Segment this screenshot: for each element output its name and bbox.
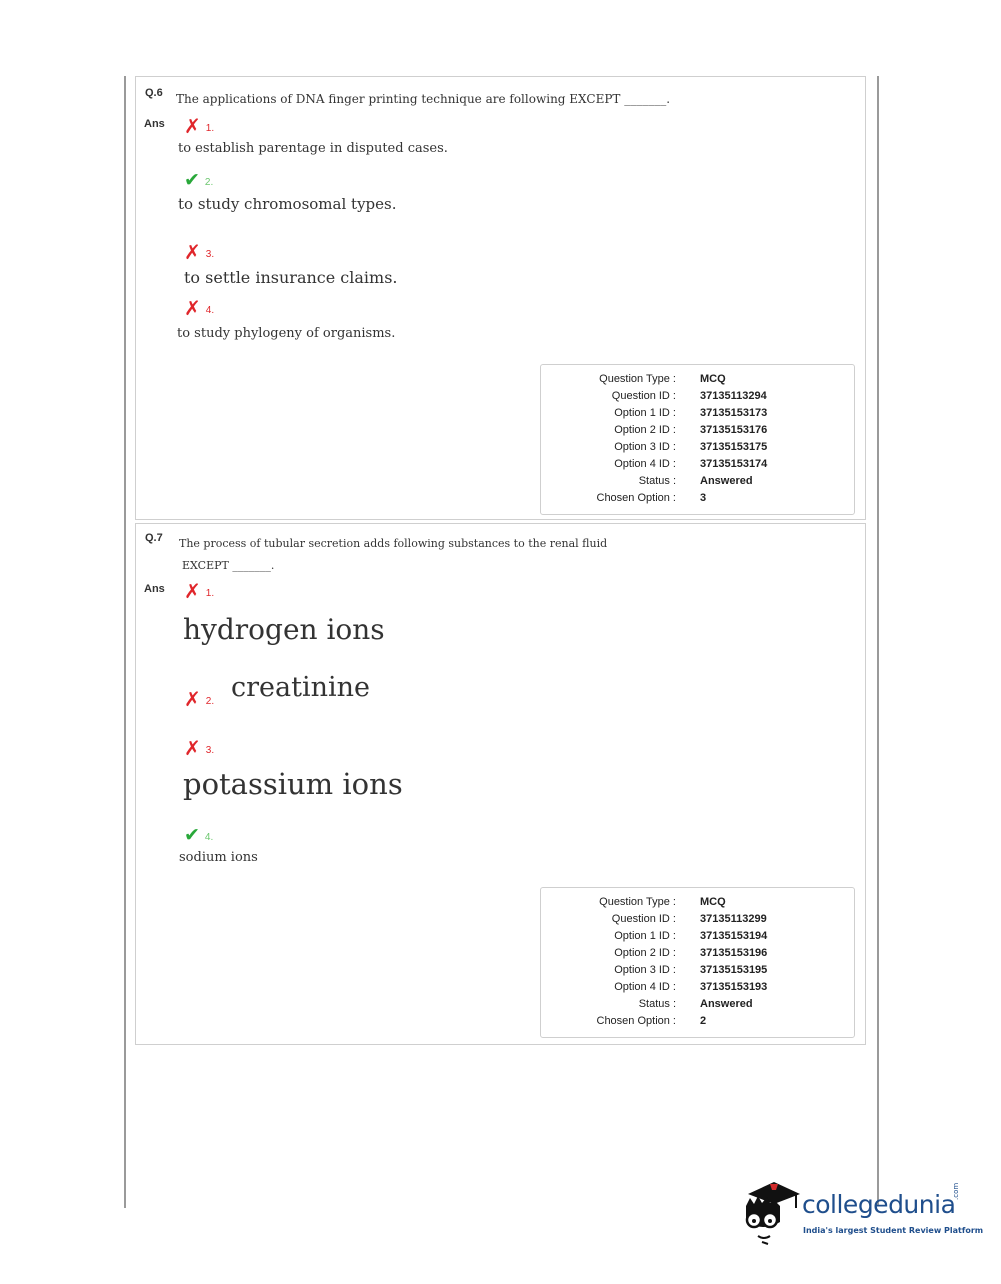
option-3-mark xyxy=(184,240,215,264)
answer-label: Ans xyxy=(144,118,165,130)
check-mark-icon: ✔ xyxy=(184,824,200,846)
option-3-mark xyxy=(184,736,215,760)
option-text: sodium ions xyxy=(179,850,258,865)
info-value: 37135153176 xyxy=(700,424,768,436)
check-mark-icon: ✔ xyxy=(184,169,200,191)
option-number: 3. xyxy=(205,249,215,260)
info-value: 37135153173 xyxy=(700,407,768,419)
option-number: 2. xyxy=(205,696,215,707)
info-value: Answered xyxy=(700,475,753,487)
info-label: Chosen Option : xyxy=(596,492,676,504)
question-text: The process of tubular secretion adds following substances to the renal fluid xyxy=(179,537,608,550)
option-text: potassium ions xyxy=(183,767,403,801)
option-number: 1. xyxy=(205,588,215,599)
option-4-mark xyxy=(184,826,213,844)
cross-mark-icon: ✗ xyxy=(184,240,201,264)
question-info-panel-q6 xyxy=(540,364,855,515)
info-label: Option 2 ID : xyxy=(614,947,676,959)
info-value: Answered xyxy=(700,998,753,1010)
option-2-mark xyxy=(184,171,213,189)
question-text: The applications of DNA finger printing technique are following EXCEPT _______. xyxy=(176,92,671,106)
info-value: 37135153194 xyxy=(700,930,768,942)
info-label: Status : xyxy=(638,475,676,487)
page-right-border xyxy=(877,76,879,1206)
option-number: 3. xyxy=(205,745,215,756)
cross-mark-icon: ✗ xyxy=(184,579,201,603)
collegedunia-logo xyxy=(740,1176,984,1246)
info-value: 37135153175 xyxy=(700,441,768,453)
question-text: EXCEPT _______. xyxy=(182,559,275,572)
info-value: MCQ xyxy=(700,373,726,385)
option-number: 4. xyxy=(205,305,215,316)
info-label: Option 3 ID : xyxy=(614,964,676,976)
info-label: Question Type : xyxy=(599,896,676,908)
option-number: 4. xyxy=(204,832,214,843)
question-info-panel-q7 xyxy=(540,887,855,1038)
option-text: to study phylogeny of organisms. xyxy=(177,326,396,341)
cross-mark-icon: ✗ xyxy=(184,736,201,760)
info-label: Option 3 ID : xyxy=(614,441,676,453)
info-label: Question ID : xyxy=(611,390,676,402)
info-label: Question Type : xyxy=(599,373,676,385)
info-label: Option 4 ID : xyxy=(614,981,676,993)
option-text: to settle insurance claims. xyxy=(184,268,398,287)
info-label: Option 1 ID : xyxy=(614,930,676,942)
info-label: Status : xyxy=(638,998,676,1010)
option-text: to study chromosomal types. xyxy=(178,195,397,213)
option-4-mark xyxy=(184,296,215,320)
option-1-mark xyxy=(184,579,215,603)
info-value: MCQ xyxy=(700,896,726,908)
logo-tagline: India's largest Student Review Platform xyxy=(803,1226,984,1235)
cross-mark-icon: ✗ xyxy=(184,687,201,711)
info-value: 37135153195 xyxy=(700,964,768,976)
info-label: Question ID : xyxy=(611,913,676,925)
info-value: 2 xyxy=(700,1015,707,1027)
collegedunia-mascot-icon xyxy=(740,1176,802,1246)
info-label: Option 1 ID : xyxy=(614,407,676,419)
option-1-mark xyxy=(184,114,215,138)
option-text: to establish parentage in disputed cases. xyxy=(178,141,448,156)
answer-label: Ans xyxy=(144,583,165,595)
info-value: 37135113294 xyxy=(700,390,767,402)
info-label: Option 4 ID : xyxy=(614,458,676,470)
logo-name: collegedunia xyxy=(802,1190,956,1219)
page-left-border xyxy=(124,76,126,1208)
option-2-mark xyxy=(184,687,215,711)
option-text: creatinine xyxy=(231,672,370,703)
info-value: 37135153193 xyxy=(700,981,768,993)
info-value: 37135153196 xyxy=(700,947,768,959)
option-text: hydrogen ions xyxy=(183,613,385,646)
cross-mark-icon: ✗ xyxy=(184,296,201,320)
info-label: Option 2 ID : xyxy=(614,424,676,436)
question-number: Q.7 xyxy=(145,532,163,544)
cross-mark-icon: ✗ xyxy=(184,114,201,138)
question-number: Q.6 xyxy=(145,87,163,99)
option-number: 1. xyxy=(205,123,215,134)
info-value: 37135153174 xyxy=(700,458,768,470)
option-number: 2. xyxy=(204,177,214,188)
info-value: 3 xyxy=(700,492,707,504)
logo-suffix: .com xyxy=(952,1182,960,1200)
info-value: 37135113299 xyxy=(700,913,767,925)
info-label: Chosen Option : xyxy=(596,1015,676,1027)
